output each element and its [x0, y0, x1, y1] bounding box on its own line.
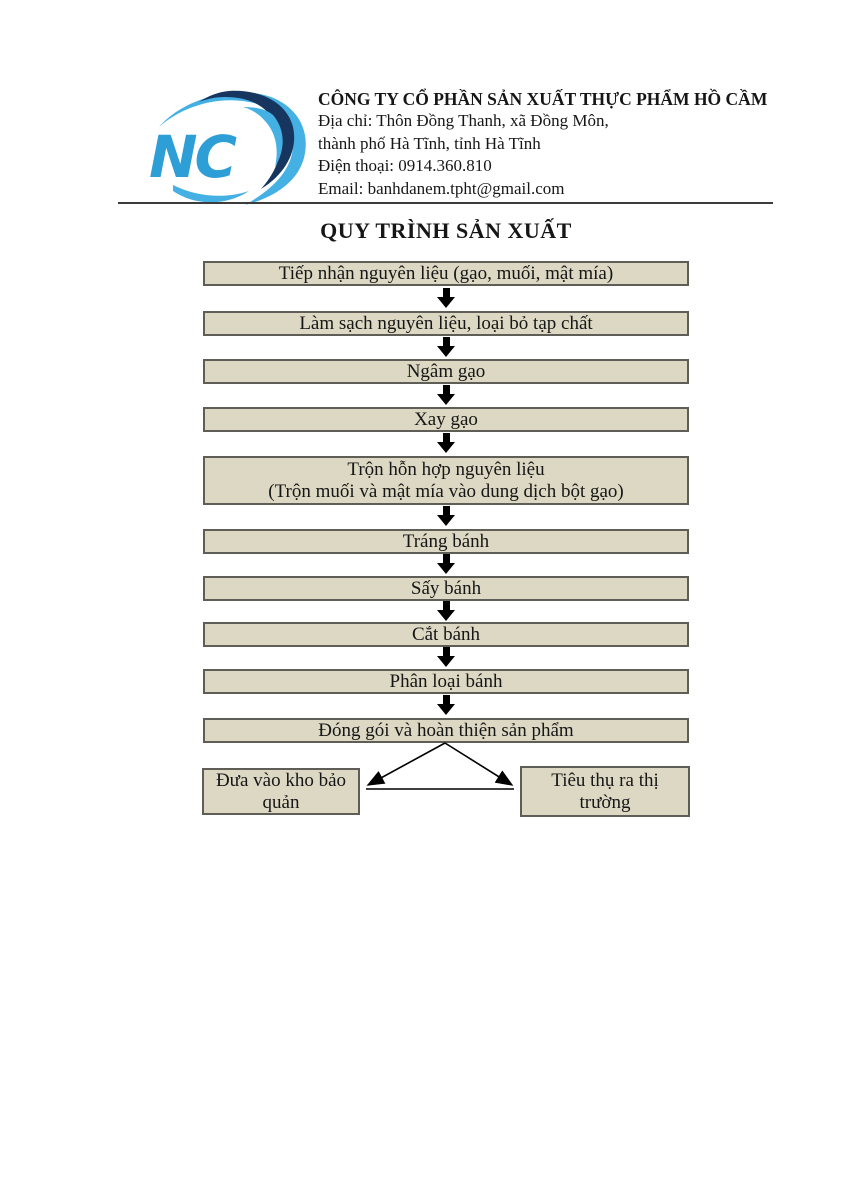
- company-name: CÔNG TY CỔ PHẦN SẢN XUẤT THỰC PHẨM HỒ CẦM: [318, 89, 768, 109]
- header-divider: [118, 202, 773, 204]
- company-email: Email: banhdanem.tpht@gmail.com: [318, 178, 565, 198]
- flow-step-mix-ingredients: Trộn hỗn hợp nguyên liệu (Trộn muối và mật mía vào dung dịch bột gạo): [203, 456, 689, 505]
- company-address-line1: Địa chỉ: Thôn Đồng Thanh, xã Đồng Môn,: [318, 111, 609, 131]
- flow-step-clean-materials: Làm sạch nguyên liệu, loại bỏ tạp chất: [203, 311, 689, 336]
- company-info: [318, 88, 788, 200]
- flow-step-cut-cake: Cắt bánh: [203, 622, 689, 647]
- flow-step-packaging: Đóng gói và hoàn thiện sản phẩm: [203, 718, 689, 743]
- down-arrow-icon: [437, 506, 455, 526]
- logo-text: NC: [149, 123, 235, 191]
- flow-step-dry-cake: Sấy bánh: [203, 576, 689, 601]
- company-logo: [145, 85, 317, 207]
- down-arrow-icon: [437, 647, 455, 667]
- company-phone: Điện thoại: 0914.360.810: [318, 156, 492, 176]
- flow-step-receive-materials: Tiếp nhận nguyên liệu (gạo, muối, mật mía): [203, 261, 689, 286]
- flow-step-sort-cake: Phân loại bánh: [203, 669, 689, 694]
- down-arrow-icon: [437, 695, 455, 715]
- down-arrow-icon: [437, 433, 455, 453]
- page-title: QUY TRÌNH SẢN XUẤT: [320, 218, 572, 243]
- down-arrow-icon: [437, 337, 455, 357]
- outcome-storage: Đưa vào kho bảo quản: [202, 768, 360, 815]
- down-arrow-icon: [437, 554, 455, 574]
- down-arrow-icon: [437, 601, 455, 621]
- flow-step-grind-rice: Xay gạo: [203, 407, 689, 432]
- flow-step-spread-cake: Tráng bánh: [203, 529, 689, 554]
- flow-step-soak-rice: Ngâm gạo: [203, 359, 689, 384]
- down-arrow-icon: [437, 288, 455, 308]
- arrow-to-market: [445, 743, 512, 785]
- down-arrow-icon: [437, 385, 455, 405]
- outcome-market: Tiêu thụ ra thị trường: [520, 766, 690, 817]
- company-address-line2: thành phố Hà Tĩnh, tỉnh Hà Tĩnh: [318, 133, 541, 153]
- arrow-to-storage: [368, 743, 445, 785]
